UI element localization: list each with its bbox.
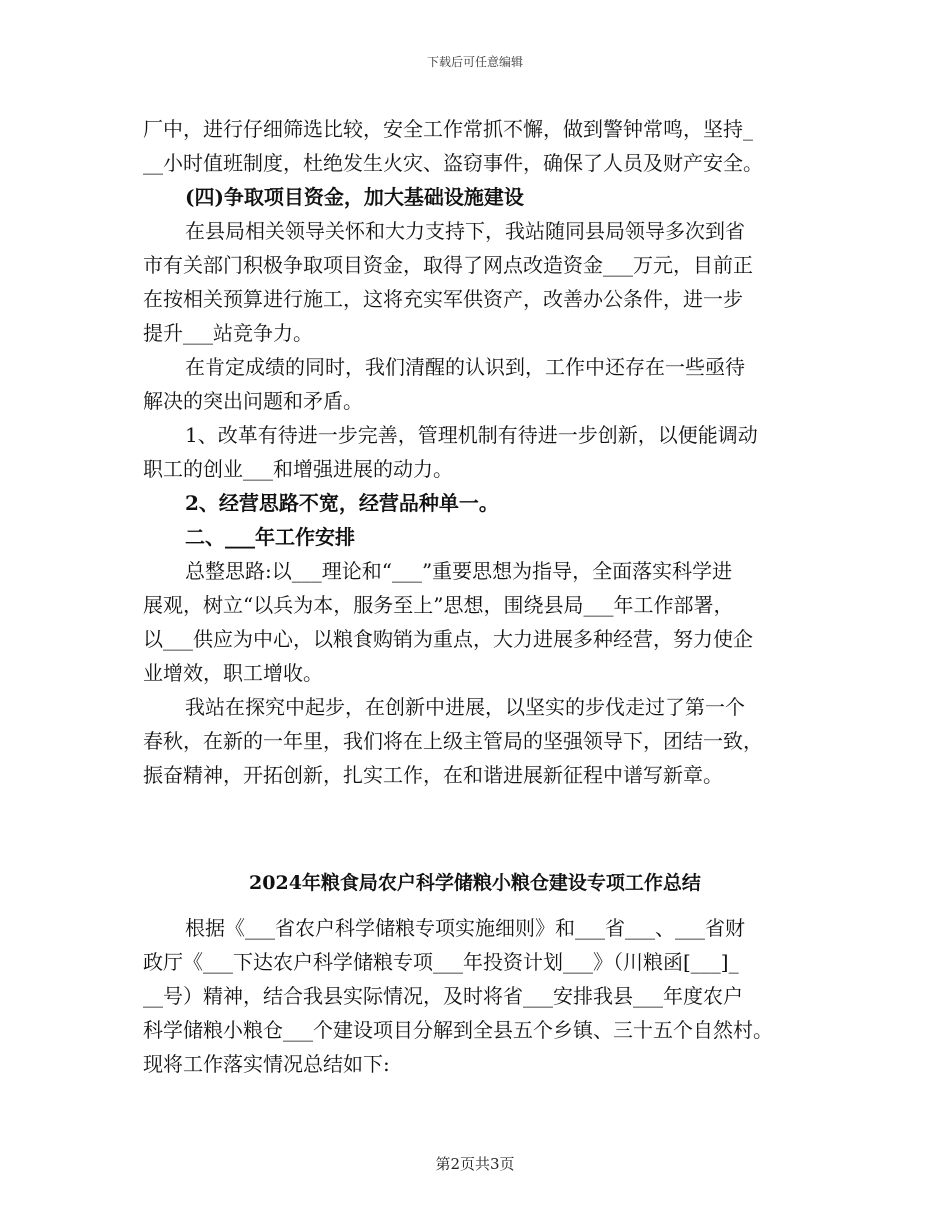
- body-line: 在肯定成绩的同时，我们清醒的认识到，工作中还存在一些亟待: [185, 355, 745, 379]
- body-line: 1、改革有待进一步完善，管理机制有待进一步创新，以便能调动: [185, 423, 758, 447]
- body-line: 展观，树立“以兵为本，服务至上”思想，围绕县局___年工作部署，: [143, 593, 734, 617]
- body-line: __小时值班制度，杜绝发生火灾、盗窃事件，确保了人员及财产安全。: [143, 151, 763, 175]
- section-heading: 2、经营思路不宽，经营品种单一。: [185, 491, 499, 515]
- body-line: __号）精神，结合我县实际情况，及时将省___安排我县___年度农户: [143, 984, 743, 1008]
- body-line: 我站在探究中起步，在创新中进展，以坚实的步伐走过了第一个: [185, 695, 745, 719]
- body-line: 根据《___省农户科学储粮专项实施细则》和___省___、___省财: [185, 916, 745, 940]
- body-line: 振奋精神，开拓创新，扎实工作，在和谐进展新征程中谱写新章。: [143, 763, 723, 787]
- body-line: 总整思路:以___理论和“___”重要思想为指导，全面落实科学进: [185, 559, 733, 583]
- section-body: [143, 911, 843, 1081]
- body-line: 在按相关预算进行施工，这将充实军供资产，改善办公条件，进一步: [143, 287, 743, 311]
- body-line: 政厅《___下达农户科学储粮专项___年投资计划___》（川粮函[___]_: [143, 950, 739, 974]
- body-line: 厂中，进行仔细筛选比较，安全工作常抓不懈，做到警钟常鸣，坚持_: [143, 117, 753, 141]
- section-heading: 二、___年工作安排: [185, 525, 355, 549]
- body-line: 解决的突出问题和矛盾。: [143, 389, 363, 413]
- body-line: 春秋，在新的一年里，我们将在上级主管局的坚强领导下，团结一致，: [143, 729, 763, 753]
- body-line: 科学储粮小粮仓___个建设项目分解到全县五个乡镇、三十五个自然村。: [143, 1018, 773, 1042]
- body-line: 以___供应为中心，以粮食购销为重点，大力进展多种经营，努力使企: [143, 627, 753, 651]
- body-line: 职工的创业___和增强进展的动力。: [143, 457, 453, 481]
- page-number: 第2页共3页: [435, 1155, 515, 1173]
- body-line: 提升___站竞争力。: [143, 321, 313, 345]
- document-body: [143, 112, 843, 792]
- body-line: 现将工作落实情况总结如下:: [143, 1052, 390, 1076]
- body-line: 在县局相关领导关怀和大力支持下，我站随同县局领导多次到省: [185, 219, 745, 243]
- section-heading: (四)争取项目资金，加大基础设施建设: [185, 185, 524, 209]
- body-line: 市有关部门积极争取项目资金，取得了网点改造资金___万元，目前正: [143, 253, 753, 277]
- document-title: 2024年粮食局农户科学储粮小粮仓建设专项工作总结: [249, 872, 701, 894]
- page-header: 下载后可任意编辑: [426, 55, 523, 69]
- body-line: 业增效，职工增收。: [143, 661, 323, 685]
